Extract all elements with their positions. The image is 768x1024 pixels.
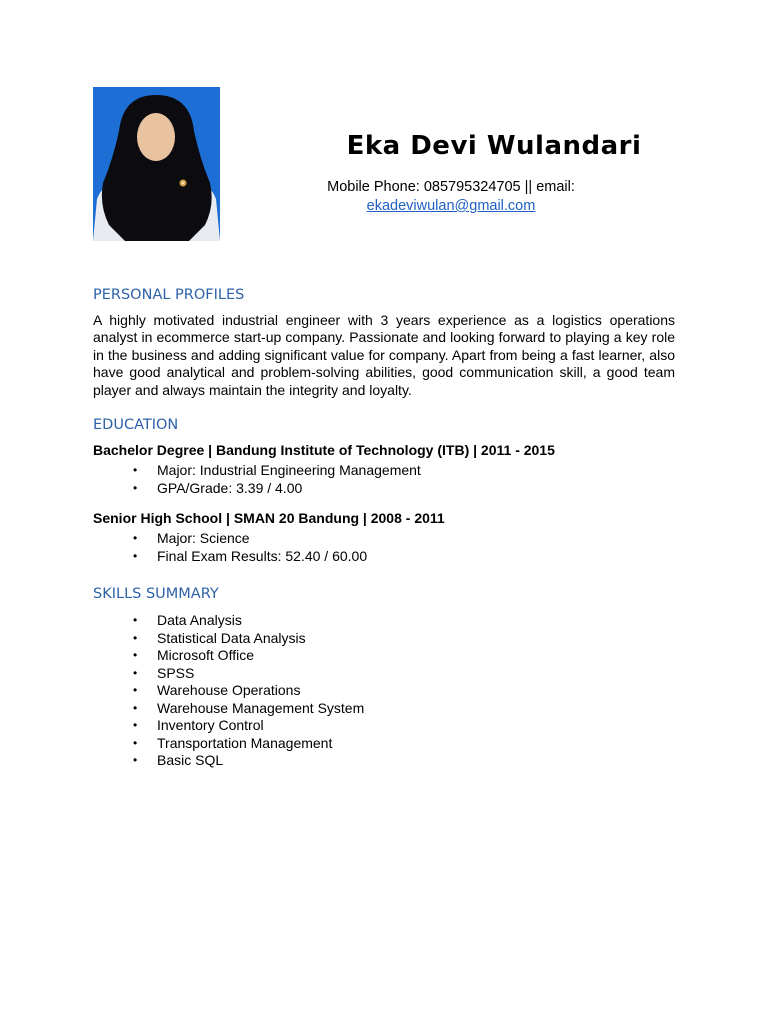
section-title-education: EDUCATION	[93, 417, 179, 433]
education-heading-high-school: Senior High School | SMAN 20 Bandung | 2008 - 2011	[93, 510, 445, 526]
contact-info	[243, 178, 659, 216]
bullet-icon: •	[133, 613, 138, 627]
profile-photo	[93, 87, 220, 241]
bullet-icon: •	[133, 753, 138, 767]
list-item: • Major: Science	[133, 530, 250, 546]
list-item: • Final Exam Results: 52.40 / 60.00	[133, 547, 368, 564]
bullet-icon: •	[133, 665, 138, 680]
list-item: • Microsoft Office	[133, 647, 254, 663]
bullet-icon: •	[133, 718, 138, 732]
bullet-icon: •	[133, 548, 138, 563]
list-item: • Inventory Control	[133, 717, 264, 733]
list-item: • Data Analysis	[133, 612, 242, 628]
bullet-icon: •	[133, 735, 138, 750]
bullet-icon: •	[133, 700, 138, 715]
education-high-school-list	[133, 530, 367, 565]
list-item: • Transportation Management	[133, 734, 333, 751]
section-title-personal-profiles: PERSONAL PROFILES	[93, 287, 245, 303]
education-heading-bachelor: Bachelor Degree | Bandung Institute of Technology (ITB) | 2011 - 2015	[93, 442, 555, 458]
profile-summary: A highly motivated industrial engineer with 3 years experience as a logistics operations analyst in ecommerce start-up company. Passionate and looking forward to playing a key role in the business and adding significant value for company. Apart from being a fast learner, also have good analytical and problem-solving abilities, good communication skill, a good team player and always maintain the integrity and loyalty.	[93, 312, 675, 398]
list-item: • Statistical Data Analysis	[133, 629, 306, 646]
list-item: • Warehouse Management System	[133, 699, 365, 716]
bullet-icon: •	[133, 480, 138, 495]
list-item: • Basic SQL	[133, 752, 224, 768]
list-item: • Major: Industrial Engineering Management	[133, 462, 421, 478]
list-item: • SPSS	[133, 664, 195, 681]
section-title-skills-summary: SKILLS SUMMARY	[93, 586, 219, 602]
email-link[interactable]: ekadeviwulan@gmail.com	[366, 198, 536, 214]
education-bachelor-list	[133, 462, 421, 497]
contact-phone: Mobile Phone: 085795324705 || email:	[327, 179, 575, 195]
list-item: • Warehouse Operations	[133, 682, 301, 698]
bullet-icon: •	[133, 463, 138, 477]
bullet-icon: •	[133, 648, 138, 662]
skills-list	[133, 612, 364, 770]
bullet-icon: •	[133, 683, 138, 697]
bullet-icon: •	[133, 531, 138, 545]
profile-photo-illustration	[93, 87, 220, 241]
person-name: Eka Devi Wulandari	[346, 131, 642, 161]
list-item: • GPA/Grade: 3.39 / 4.00	[133, 479, 303, 496]
bullet-icon: •	[133, 630, 138, 645]
